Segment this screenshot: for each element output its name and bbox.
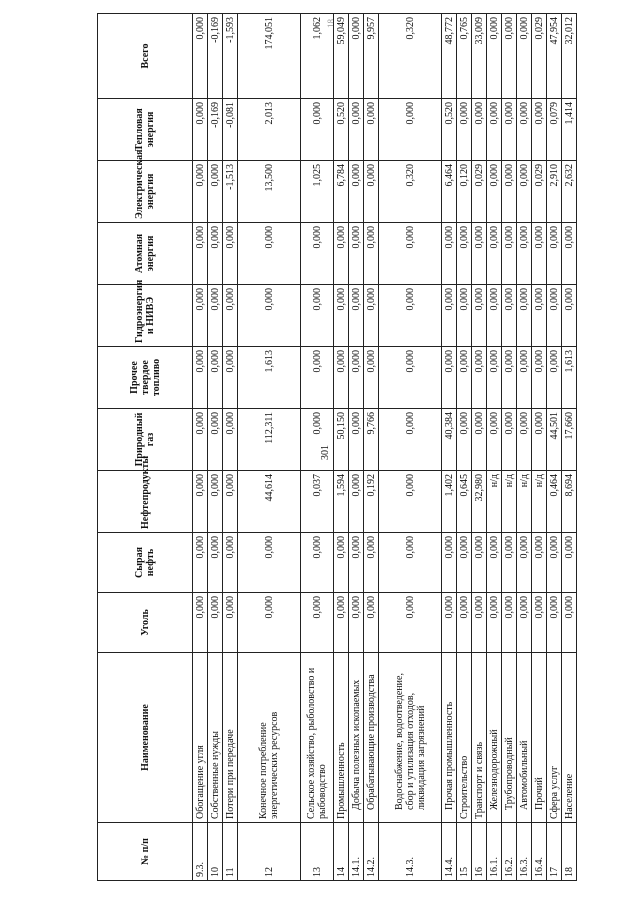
value-cell: 0,000: [193, 593, 208, 653]
header-row: [98, 14, 193, 881]
value-cell: 0,000: [379, 533, 442, 593]
col-header-thermal: Тепловая энергия: [98, 99, 193, 161]
value-cell: 0,000: [517, 99, 532, 161]
col-header-electric: Электрическая энергия: [98, 161, 193, 223]
row-number: 16.1.: [487, 823, 502, 881]
value-cell: 0,000: [517, 223, 532, 285]
table-row: [532, 14, 547, 881]
value-cell: 0,000: [532, 99, 547, 161]
value-cell: -1,593: [223, 14, 238, 99]
value-cell: 2,910: [547, 161, 562, 223]
table-row: [487, 14, 502, 881]
table-row: [364, 14, 379, 881]
value-cell: 40,384: [442, 409, 457, 471]
value-cell: 0,000: [349, 285, 364, 347]
value-cell: 0,000: [457, 409, 472, 471]
table-row: [502, 14, 517, 881]
row-number: 16.2.: [502, 823, 517, 881]
value-cell: 0,000: [472, 223, 487, 285]
row-name: Население: [562, 653, 577, 823]
value-cell: 0,000: [487, 285, 502, 347]
col-header-oil-products: Нефтепродукты: [98, 471, 193, 533]
value-cell: 0,000: [487, 161, 502, 223]
value-cell: 33,009: [472, 14, 487, 99]
value-cell: 0,000: [238, 533, 301, 593]
value-cell: 0,000: [517, 593, 532, 653]
value-cell: 0,645: [457, 471, 472, 533]
row-name: Сельское хозяйство, рыболовство и рыбоводство: [301, 653, 334, 823]
value-cell: 0,000: [547, 223, 562, 285]
row-name: Обрабатывающие производства: [364, 653, 379, 823]
value-cell: н/д: [517, 471, 532, 533]
table-row: [193, 14, 208, 881]
value-cell: 0,000: [517, 409, 532, 471]
value-cell: 32,012: [562, 14, 577, 99]
value-cell: 0,320: [379, 161, 442, 223]
value-cell: -0,169: [208, 99, 223, 161]
value-cell: 44,501: [547, 409, 562, 471]
table-row: [223, 14, 238, 881]
row-number: 16.3.: [517, 823, 532, 881]
table-row: [517, 14, 532, 881]
value-cell: 0,000: [457, 347, 472, 409]
value-cell: 0,000: [532, 285, 547, 347]
value-cell: 0,000: [562, 285, 577, 347]
value-cell: 0,000: [193, 161, 208, 223]
value-cell: -1,513: [223, 161, 238, 223]
value-cell: 47,954: [547, 14, 562, 99]
value-cell: 0,000: [208, 161, 223, 223]
col-header-natural-gas: Природный газ: [98, 409, 193, 471]
value-cell: 0,000: [364, 593, 379, 653]
value-cell: 0,000: [193, 533, 208, 593]
row-number: 14.4.: [442, 823, 457, 881]
value-cell: 0,000: [487, 347, 502, 409]
value-cell: 0,000: [379, 471, 442, 533]
value-cell: н/д: [487, 471, 502, 533]
value-cell: 44,614: [238, 471, 301, 533]
value-cell: 32,980: [472, 471, 487, 533]
value-cell: 0,000: [547, 285, 562, 347]
value-cell: 0,000: [349, 161, 364, 223]
table-row: [457, 14, 472, 881]
value-cell: 0,000: [193, 409, 208, 471]
col-header-name: Наименование: [98, 653, 193, 823]
value-cell: 0,000: [223, 409, 238, 471]
value-cell: 0,000: [193, 99, 208, 161]
row-name: Транспорт и связь: [472, 653, 487, 823]
col-header-coal: Уголь: [98, 593, 193, 653]
value-cell: 0,000: [502, 409, 517, 471]
table-row: [379, 14, 442, 881]
value-cell: 6,464: [442, 161, 457, 223]
scan-mark: 18: [326, 19, 336, 28]
row-name: Водоснабжение, водоотведение, сбор и утилизация отходов, ликвидация загрязнений: [379, 653, 442, 823]
col-header-num: № п/п: [98, 823, 193, 881]
value-cell: 1,594: [334, 471, 349, 533]
value-cell: 0,000: [517, 285, 532, 347]
value-cell: 0,000: [502, 223, 517, 285]
value-cell: 0,000: [457, 223, 472, 285]
value-cell: 0,000: [193, 285, 208, 347]
value-cell: 0,000: [472, 533, 487, 593]
value-cell: 2,632: [562, 161, 577, 223]
value-cell: 0,000: [301, 533, 334, 593]
value-cell: 0,000: [442, 223, 457, 285]
value-cell: 13,500: [238, 161, 301, 223]
value-cell: 0,000: [457, 533, 472, 593]
value-cell: 0,000: [517, 347, 532, 409]
value-cell: 0,000: [502, 161, 517, 223]
row-name: Железнодорожный: [487, 653, 502, 823]
value-cell: 0,000: [364, 533, 379, 593]
value-cell: 0,765: [457, 14, 472, 99]
table-row: [208, 14, 223, 881]
table-row: [334, 14, 349, 881]
value-cell: 0,000: [349, 99, 364, 161]
value-cell: 0,000: [379, 285, 442, 347]
value-cell: 0,000: [223, 471, 238, 533]
value-cell: 0,000: [379, 347, 442, 409]
value-cell: 0,000: [301, 593, 334, 653]
value-cell: -0,169: [208, 14, 223, 99]
value-cell: 0,000: [442, 533, 457, 593]
value-cell: н/д: [532, 471, 547, 533]
value-cell: 17,660: [562, 409, 577, 471]
value-cell: 0,000: [301, 347, 334, 409]
value-cell: 0,000: [532, 409, 547, 471]
value-cell: 0,000: [208, 593, 223, 653]
value-cell: 0,464: [547, 471, 562, 533]
value-cell: 0,000: [442, 285, 457, 347]
value-cell: 0,000: [208, 409, 223, 471]
value-cell: 0,000: [487, 99, 502, 161]
value-cell: 1,402: [442, 471, 457, 533]
value-cell: 0,000: [532, 593, 547, 653]
value-cell: 0,000: [334, 533, 349, 593]
row-name: Автомобильный: [517, 653, 532, 823]
energy-balance-table: [97, 13, 577, 881]
table-row: [472, 14, 487, 881]
value-cell: 1,414: [562, 99, 577, 161]
value-cell: 1,062: [301, 14, 334, 99]
col-header-total: Всего: [98, 14, 193, 99]
value-cell: 0,000: [208, 285, 223, 347]
value-cell: 9,957: [364, 14, 379, 99]
value-cell: 0,000: [442, 593, 457, 653]
row-name: Сфера услуг: [547, 653, 562, 823]
row-number: 14.3.: [379, 823, 442, 881]
row-name: Добыча полезных ископаемых: [349, 653, 364, 823]
value-cell: 0,000: [487, 409, 502, 471]
value-cell: 0,000: [502, 347, 517, 409]
row-name: Трубопроводный: [502, 653, 517, 823]
value-cell: 0,000: [349, 593, 364, 653]
row-name: Конечное потребление энергетических ресурсов: [238, 653, 301, 823]
value-cell: 0,000: [349, 14, 364, 99]
value-cell: 0,000: [301, 223, 334, 285]
value-cell: 0,000: [193, 223, 208, 285]
value-cell: 0,520: [442, 99, 457, 161]
value-cell: 0,029: [472, 161, 487, 223]
rotated-table-container: [97, 14, 637, 881]
value-cell: 0,000: [334, 593, 349, 653]
value-cell: 0,029: [532, 14, 547, 99]
value-cell: 0,000: [472, 99, 487, 161]
col-header-hydro: Гидроэнергия и НИВЭ: [98, 285, 193, 347]
row-number: 16: [472, 823, 487, 881]
value-cell: 0,000: [502, 533, 517, 593]
value-cell: 0,000: [487, 223, 502, 285]
col-header-solid-fuel: Прочее твердое топливо: [98, 347, 193, 409]
value-cell: 0,000: [457, 99, 472, 161]
value-cell: 0,000: [349, 471, 364, 533]
value-cell: 0,000: [364, 223, 379, 285]
value-cell: 0,000: [208, 223, 223, 285]
value-cell: 0,029: [532, 161, 547, 223]
value-cell: 50,150: [334, 409, 349, 471]
value-cell: 0,000: [193, 471, 208, 533]
value-cell: 0,000: [334, 223, 349, 285]
value-cell: 0,000: [457, 285, 472, 347]
value-cell: 0,000: [442, 347, 457, 409]
value-cell: 0,000: [472, 593, 487, 653]
table-row: [547, 14, 562, 881]
value-cell: 0,120: [457, 161, 472, 223]
value-cell: 0,037: [301, 471, 334, 533]
table-row: [238, 14, 301, 881]
value-cell: 0,000: [472, 347, 487, 409]
value-cell: 1,613: [562, 347, 577, 409]
value-cell: 1,613: [238, 347, 301, 409]
value-cell: 0,000: [301, 285, 334, 347]
table-body: [193, 14, 577, 881]
value-cell: 9,766: [364, 409, 379, 471]
value-cell: 0,000: [502, 14, 517, 99]
value-cell: 0,000: [502, 285, 517, 347]
value-cell: 0,000: [532, 347, 547, 409]
row-number: 12: [238, 823, 301, 881]
value-cell: 0,000: [472, 285, 487, 347]
value-cell: 0,000: [364, 285, 379, 347]
value-cell: 0,000: [208, 533, 223, 593]
row-name: Прочая промышленность: [442, 653, 457, 823]
table-row: [349, 14, 364, 881]
value-cell: 0,000: [517, 161, 532, 223]
value-cell: 0,000: [208, 347, 223, 409]
value-cell: 0,000: [223, 533, 238, 593]
value-cell: 112,311: [238, 409, 301, 471]
value-cell: 0,000: [562, 593, 577, 653]
value-cell: 0,000: [502, 99, 517, 161]
value-cell: 0,000: [301, 99, 334, 161]
row-number: 11: [223, 823, 238, 881]
row-number: 10: [208, 823, 223, 881]
row-number: 14.2.: [364, 823, 379, 881]
value-cell: 0,000: [193, 347, 208, 409]
value-cell: 0,000: [334, 347, 349, 409]
value-cell: 0,000: [472, 409, 487, 471]
value-cell: 0,000: [562, 533, 577, 593]
row-name: Промышленность: [334, 653, 349, 823]
value-cell: 0,000: [334, 285, 349, 347]
value-cell: 0,000: [547, 347, 562, 409]
row-number: 13: [301, 823, 334, 881]
value-cell: 0,000: [301, 409, 334, 471]
value-cell: 174,051: [238, 14, 301, 99]
row-name: Строительство: [457, 653, 472, 823]
value-cell: -0,081: [223, 99, 238, 161]
value-cell: 0,000: [532, 533, 547, 593]
value-cell: 8,694: [562, 471, 577, 533]
value-cell: 0,000: [238, 593, 301, 653]
value-cell: 0,000: [517, 533, 532, 593]
value-cell: 0,000: [547, 593, 562, 653]
value-cell: 0,000: [487, 533, 502, 593]
value-cell: 0,000: [238, 223, 301, 285]
row-number: 17: [547, 823, 562, 881]
row-number: 15: [457, 823, 472, 881]
table-row: [442, 14, 457, 881]
value-cell: 0,000: [238, 285, 301, 347]
value-cell: 0,000: [364, 99, 379, 161]
value-cell: 0,000: [223, 223, 238, 285]
value-cell: 0,000: [562, 223, 577, 285]
value-cell: 0,520: [334, 99, 349, 161]
value-cell: н/д: [502, 471, 517, 533]
value-cell: 0,000: [379, 409, 442, 471]
value-cell: 0,000: [532, 223, 547, 285]
col-header-crude-oil: Сырая нефть: [98, 533, 193, 593]
col-header-nuclear: Атомная энергия: [98, 223, 193, 285]
value-cell: 48,772: [442, 14, 457, 99]
value-cell: 0,000: [517, 14, 532, 99]
value-cell: 0,000: [208, 471, 223, 533]
value-cell: 0,000: [379, 593, 442, 653]
row-name: Прочий: [532, 653, 547, 823]
value-cell: 0,000: [349, 223, 364, 285]
value-cell: 0,000: [547, 533, 562, 593]
value-cell: 6,784: [334, 161, 349, 223]
value-cell: 0,000: [379, 223, 442, 285]
page-number: 301: [320, 445, 331, 460]
value-cell: 0,000: [487, 593, 502, 653]
row-number: 14: [334, 823, 349, 881]
row-number: 14.1.: [349, 823, 364, 881]
row-name: Обогащение угля: [193, 653, 208, 823]
value-cell: 0,000: [223, 347, 238, 409]
row-number: 9.3.: [193, 823, 208, 881]
value-cell: 0,000: [349, 533, 364, 593]
value-cell: 0,192: [364, 471, 379, 533]
value-cell: 0,000: [223, 593, 238, 653]
row-name: Потери при передаче: [223, 653, 238, 823]
value-cell: 0,000: [487, 14, 502, 99]
value-cell: 0,320: [379, 14, 442, 99]
value-cell: 1,025: [301, 161, 334, 223]
value-cell: 0,000: [193, 14, 208, 99]
row-number: 16.4.: [532, 823, 547, 881]
value-cell: 0,079: [547, 99, 562, 161]
value-cell: 0,000: [379, 99, 442, 161]
value-cell: 2,013: [238, 99, 301, 161]
value-cell: 59,049: [334, 14, 349, 99]
row-number: 18: [562, 823, 577, 881]
row-name: Собственные нужды: [208, 653, 223, 823]
table-row: [562, 14, 577, 881]
value-cell: 0,000: [364, 161, 379, 223]
value-cell: 0,000: [223, 285, 238, 347]
value-cell: 0,000: [502, 593, 517, 653]
value-cell: 0,000: [364, 347, 379, 409]
value-cell: 0,000: [457, 593, 472, 653]
value-cell: 0,000: [349, 409, 364, 471]
value-cell: 0,000: [349, 347, 364, 409]
